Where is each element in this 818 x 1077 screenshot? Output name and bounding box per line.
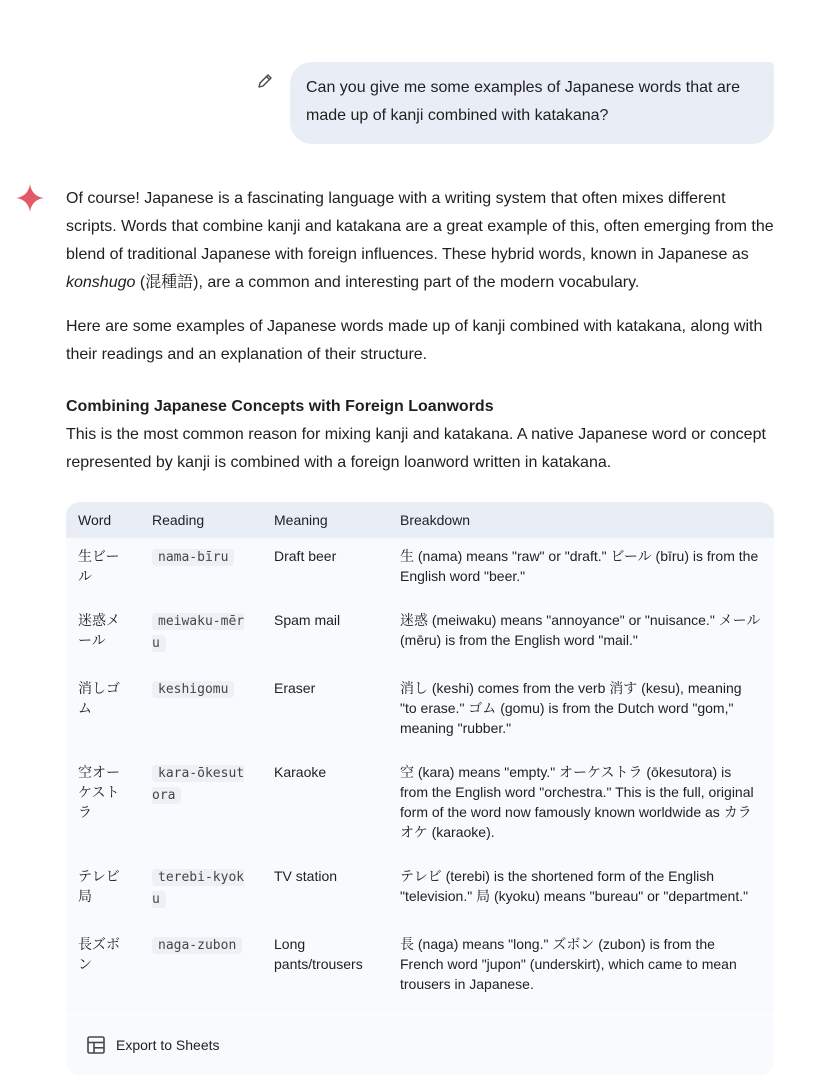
cell-reading xyxy=(140,670,262,754)
table-row xyxy=(66,754,774,858)
examples-table xyxy=(66,502,774,1074)
section-heading: Combining Japanese Concepts with Foreign Loanwords xyxy=(66,398,494,415)
cell-breakdown: 長 (naga) means "long." ズボン (zubon) is from the French word "jupon" (underskirt), which came to mean trousers in Japanese. xyxy=(400,936,737,992)
cell-breakdown: 空 (kara) means "empty." オーケストラ (ōkesutora) is from the English word "orchestra." This is the full, original form of the word now famously known worldwide as カラオケ (karaoke). xyxy=(400,764,754,840)
intro-text-before: Of course! Japanese is a fascinating language with a writing system that often mixes different scripts. Words that combine kanji and katakana are a great example of this, often emerging from the blend of traditional Japanese with foreign influences. These hybrid words, known in Japanese as xyxy=(66,190,774,263)
export-bar xyxy=(66,1014,774,1075)
cell-breakdown: 迷惑 (meiwaku) means "annoyance" or "nuisance." メール (mēru) is from the English word "mail." xyxy=(400,612,761,648)
reading-code: meiwaku-mēru xyxy=(152,614,245,651)
user-message-bubble: Can you give me some examples of Japanese words that are made up of kanji combined with katakana? xyxy=(290,62,774,144)
sparkle-icon xyxy=(14,182,46,214)
pencil-icon[interactable] xyxy=(256,72,274,90)
header-breakdown: Breakdown xyxy=(388,502,774,538)
header-meaning: Meaning xyxy=(262,502,388,538)
cell-meaning: Long pants/trousers xyxy=(274,936,363,972)
table-row xyxy=(66,858,774,926)
reading-code: nama-bīru xyxy=(152,549,234,566)
cell-meaning: Eraser xyxy=(274,680,316,696)
konshugo-term: konshugo xyxy=(66,274,136,291)
intro-text-after: (混種語), are a common and interesting part of the modern vocabulary. xyxy=(135,274,640,291)
cell-reading xyxy=(140,926,262,1010)
reading-code: kara-ōkesutora xyxy=(152,766,245,803)
cell-breakdown: 消し (keshi) comes from the verb 消す (kesu), meaning "to erase." ゴム (gomu) is from the Dutch word "gom," meaning "rubber." xyxy=(400,680,742,736)
table-grid-icon xyxy=(86,1035,106,1055)
cell-breakdown: テレビ (terebi) is the shortened form of the English "television." 局 (kyoku) means "bureau" or "department." xyxy=(400,868,749,904)
table-row xyxy=(66,602,774,670)
cell-meaning: TV station xyxy=(274,868,338,884)
header-word: Word xyxy=(66,502,140,538)
reading-code: keshigomu xyxy=(152,681,234,698)
cell-reading xyxy=(140,754,262,858)
cell-meaning: Spam mail xyxy=(274,612,341,628)
header-reading: Reading xyxy=(140,502,262,538)
cell-word: 長ズボン xyxy=(78,936,120,972)
cell-meaning: Karaoke xyxy=(274,764,327,780)
export-label: Export to Sheets xyxy=(116,1037,220,1053)
table-header-row xyxy=(66,502,774,538)
cell-meaning: Draft beer xyxy=(274,548,337,564)
cell-breakdown: 生 (nama) means "raw" or "draft." ビール (bīru) is from the English word "beer." xyxy=(400,548,759,584)
intro-paragraph xyxy=(66,185,778,297)
examples-table-card xyxy=(66,502,774,1074)
cell-word: 空オーケストラ xyxy=(78,764,120,820)
cell-word: 生ビール xyxy=(78,548,120,584)
examples-intro-paragraph: Here are some examples of Japanese words made up of kanji combined with katakana, along with their readings and an explanation of their structure. xyxy=(66,318,763,363)
table-row xyxy=(66,538,774,602)
table-row xyxy=(66,670,774,754)
assistant-response xyxy=(66,185,778,493)
table-row xyxy=(66,926,774,1010)
cell-word: 迷惑メール xyxy=(78,612,120,648)
export-to-sheets-button[interactable] xyxy=(78,1031,228,1059)
cell-reading xyxy=(140,602,262,670)
cell-word: 消しゴム xyxy=(78,680,120,716)
section-paragraph: This is the most common reason for mixing kanji and katakana. A native Japanese word or concept represented by kanji is combined with a foreign loanword written in katakana. xyxy=(66,426,766,471)
reading-code: terebi-kyoku xyxy=(152,870,245,907)
cell-reading xyxy=(140,538,262,602)
reading-code: naga-zubon xyxy=(152,937,242,954)
cell-word: テレビ局 xyxy=(78,868,120,904)
cell-reading xyxy=(140,858,262,926)
